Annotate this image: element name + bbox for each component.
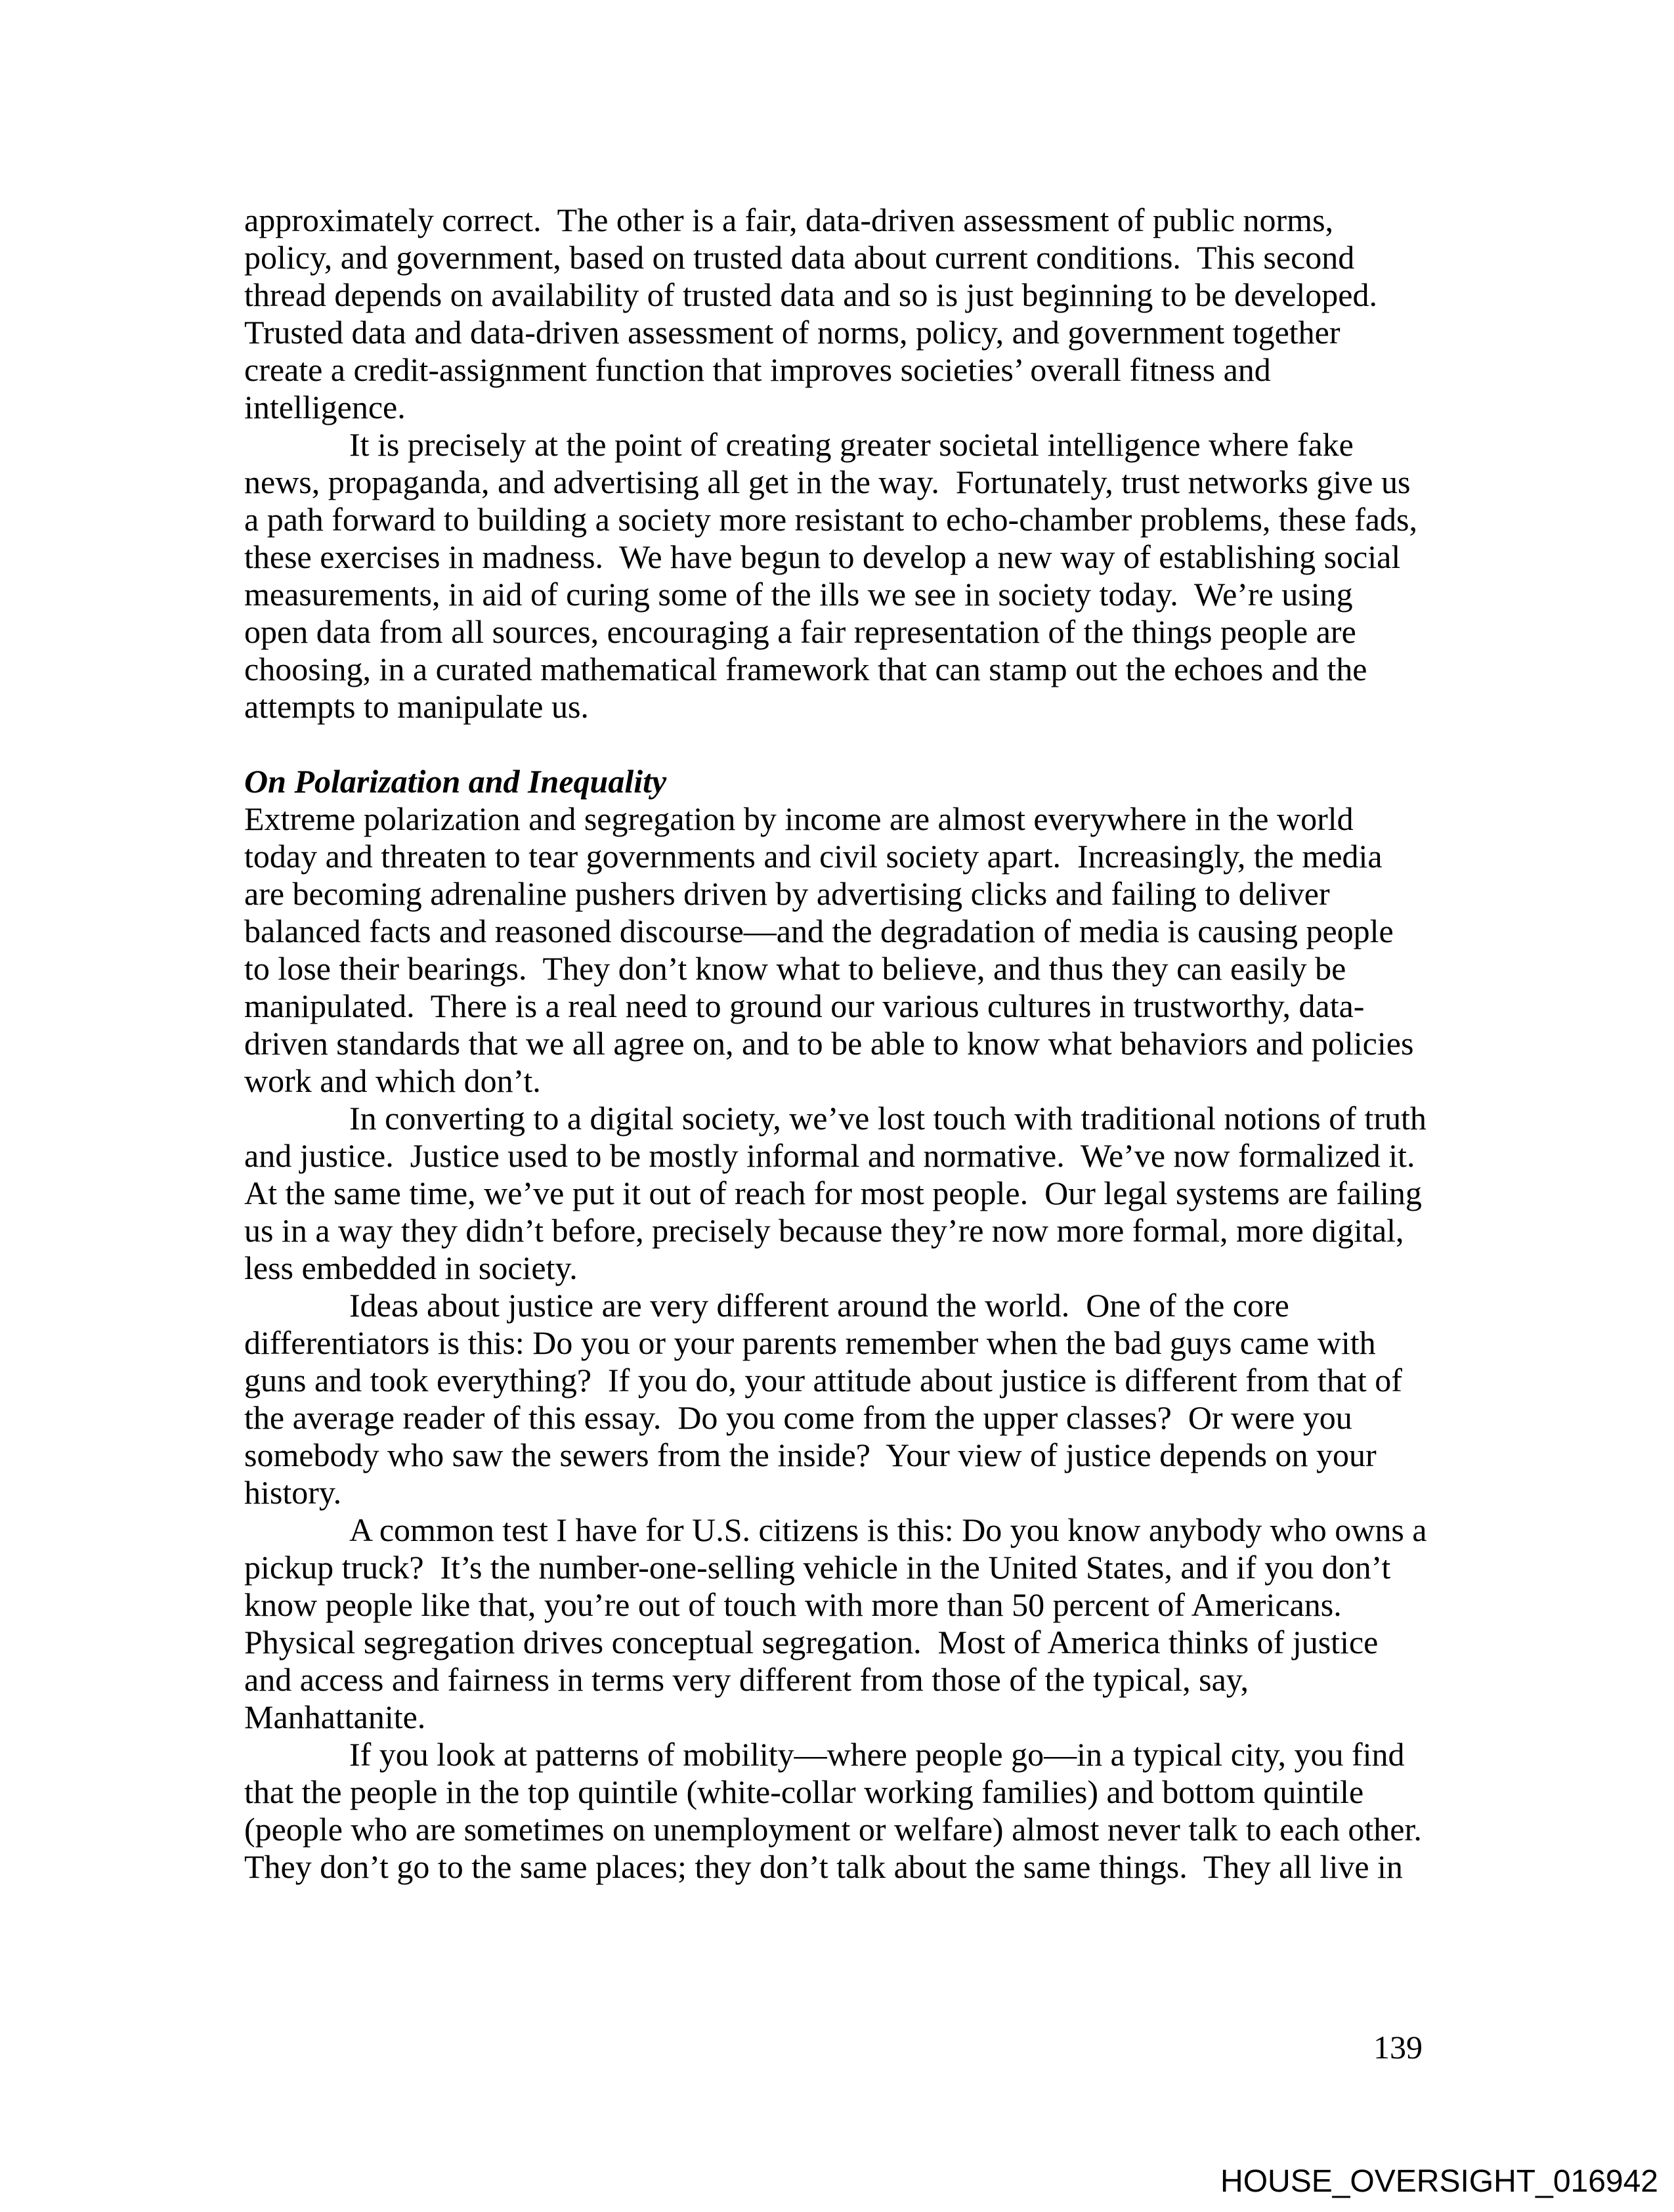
text-line: news, propaganda, and advertising all get in the way. Fortunately, trust networks give us bbox=[244, 464, 1411, 500]
text-line: create a credit-assignment function that improves societies’ overall fitness and bbox=[244, 351, 1271, 388]
text-line: A common test I have for U.S. citizens is this: Do you know anybody who owns a bbox=[349, 1511, 1427, 1548]
text-line: approximately correct. The other is a fair, data-driven assessment of public norms, bbox=[244, 202, 1334, 238]
text-line: They don’t go to the same places; they don’t talk about the same things. They all live in bbox=[244, 1848, 1403, 1885]
text-line: today and threaten to tear governments and civil society apart. Increasingly, the media bbox=[244, 838, 1383, 875]
text-line: work and which don’t. bbox=[244, 1062, 541, 1099]
text-line: open data from all sources, encouraging a fair representation of the things people are bbox=[244, 613, 1356, 650]
text-line: history. bbox=[244, 1474, 342, 1511]
page-number: 139 bbox=[1373, 2029, 1423, 2066]
text-line: Trusted data and data-driven assessment of norms, policy, and government together bbox=[244, 314, 1341, 351]
body-text bbox=[244, 202, 1465, 1886]
text-line: intelligence. bbox=[244, 389, 406, 425]
text-line: manipulated. There is a real need to ground our various cultures in trustworthy, data- bbox=[244, 987, 1365, 1024]
text-line: choosing, in a curated mathematical framework that can stamp out the echoes and the bbox=[244, 651, 1367, 687]
text-line: At the same time, we’ve put it out of reach for most people. Our legal systems are failing bbox=[244, 1175, 1422, 1211]
text-line: that the people in the top quintile (white-collar working families) and bottom quintile bbox=[244, 1773, 1364, 1810]
text-line: are becoming adrenaline pushers driven by advertising clicks and failing to deliver bbox=[244, 875, 1330, 912]
text-line: somebody who saw the sewers from the inside? Your view of justice depends on your bbox=[244, 1437, 1377, 1473]
text-line: and justice. Justice used to be mostly informal and normative. We’ve now formalized it. bbox=[244, 1137, 1415, 1174]
text-line: If you look at patterns of mobility—where people go—in a typical city, you find bbox=[349, 1736, 1405, 1773]
text-line: a path forward to building a society more resistant to echo-chamber problems, these fads, bbox=[244, 501, 1417, 538]
text-line: It is precisely at the point of creating greater societal intelligence where fake bbox=[349, 426, 1354, 463]
text-line: thread depends on availability of trusted data and so is just beginning to be developed. bbox=[244, 276, 1377, 313]
text-line: Ideas about justice are very different around the world. One of the core bbox=[349, 1287, 1289, 1324]
text-line: these exercises in madness. We have begun to develop a new way of establishing social bbox=[244, 538, 1401, 575]
text-line: know people like that, you’re out of touch with more than 50 percent of Americans. bbox=[244, 1586, 1342, 1623]
text-line: balanced facts and reasoned discourse—and the degradation of media is causing people bbox=[244, 913, 1394, 949]
text-line: pickup truck? It’s the number-one-selling vehicle in the United States, and if you don’t bbox=[244, 1549, 1391, 1586]
text-line: driven standards that we all agree on, and to be able to know what behaviors and policies bbox=[244, 1025, 1414, 1062]
text-line: less embedded in society. bbox=[244, 1249, 578, 1286]
text-line: Physical segregation drives conceptual segregation. Most of America thinks of justice bbox=[244, 1624, 1379, 1660]
text-line: (people who are sometimes on unemployment or welfare) almost never talk to each other. bbox=[244, 1811, 1422, 1848]
text-line: In converting to a digital society, we’ve lost touch with traditional notions of truth bbox=[349, 1100, 1427, 1137]
text-line: measurements, in aid of curing some of the ills we see in society today. We’re using bbox=[244, 576, 1353, 613]
text-line: to lose their bearings. They don’t know what to believe, and thus they can easily be bbox=[244, 950, 1346, 987]
text-line: the average reader of this essay. Do you come from the upper classes? Or were you bbox=[244, 1399, 1352, 1436]
text-line: and access and fairness in terms very different from those of the typical, say, bbox=[244, 1661, 1249, 1698]
text-line: Extreme polarization and segregation by income are almost everywhere in the world bbox=[244, 800, 1354, 837]
text-line: us in a way they didn’t before, precisely because they’re now more formal, more digital, bbox=[244, 1212, 1404, 1249]
text-line: Manhattanite. bbox=[244, 1699, 426, 1735]
text-line: differentiators is this: Do you or your parents remember when the bad guys came with bbox=[244, 1324, 1376, 1361]
text-line: attempts to manipulate us. bbox=[244, 688, 589, 725]
text-line: guns and took everything? If you do, your attitude about justice is different from that of bbox=[244, 1362, 1402, 1399]
text-line: policy, and government, based on trusted data about current conditions. This second bbox=[244, 239, 1355, 276]
bates-stamp-footer: HOUSE_OVERSIGHT_016942 bbox=[1220, 2164, 1658, 2199]
section-heading: On Polarization and Inequality bbox=[244, 763, 667, 800]
